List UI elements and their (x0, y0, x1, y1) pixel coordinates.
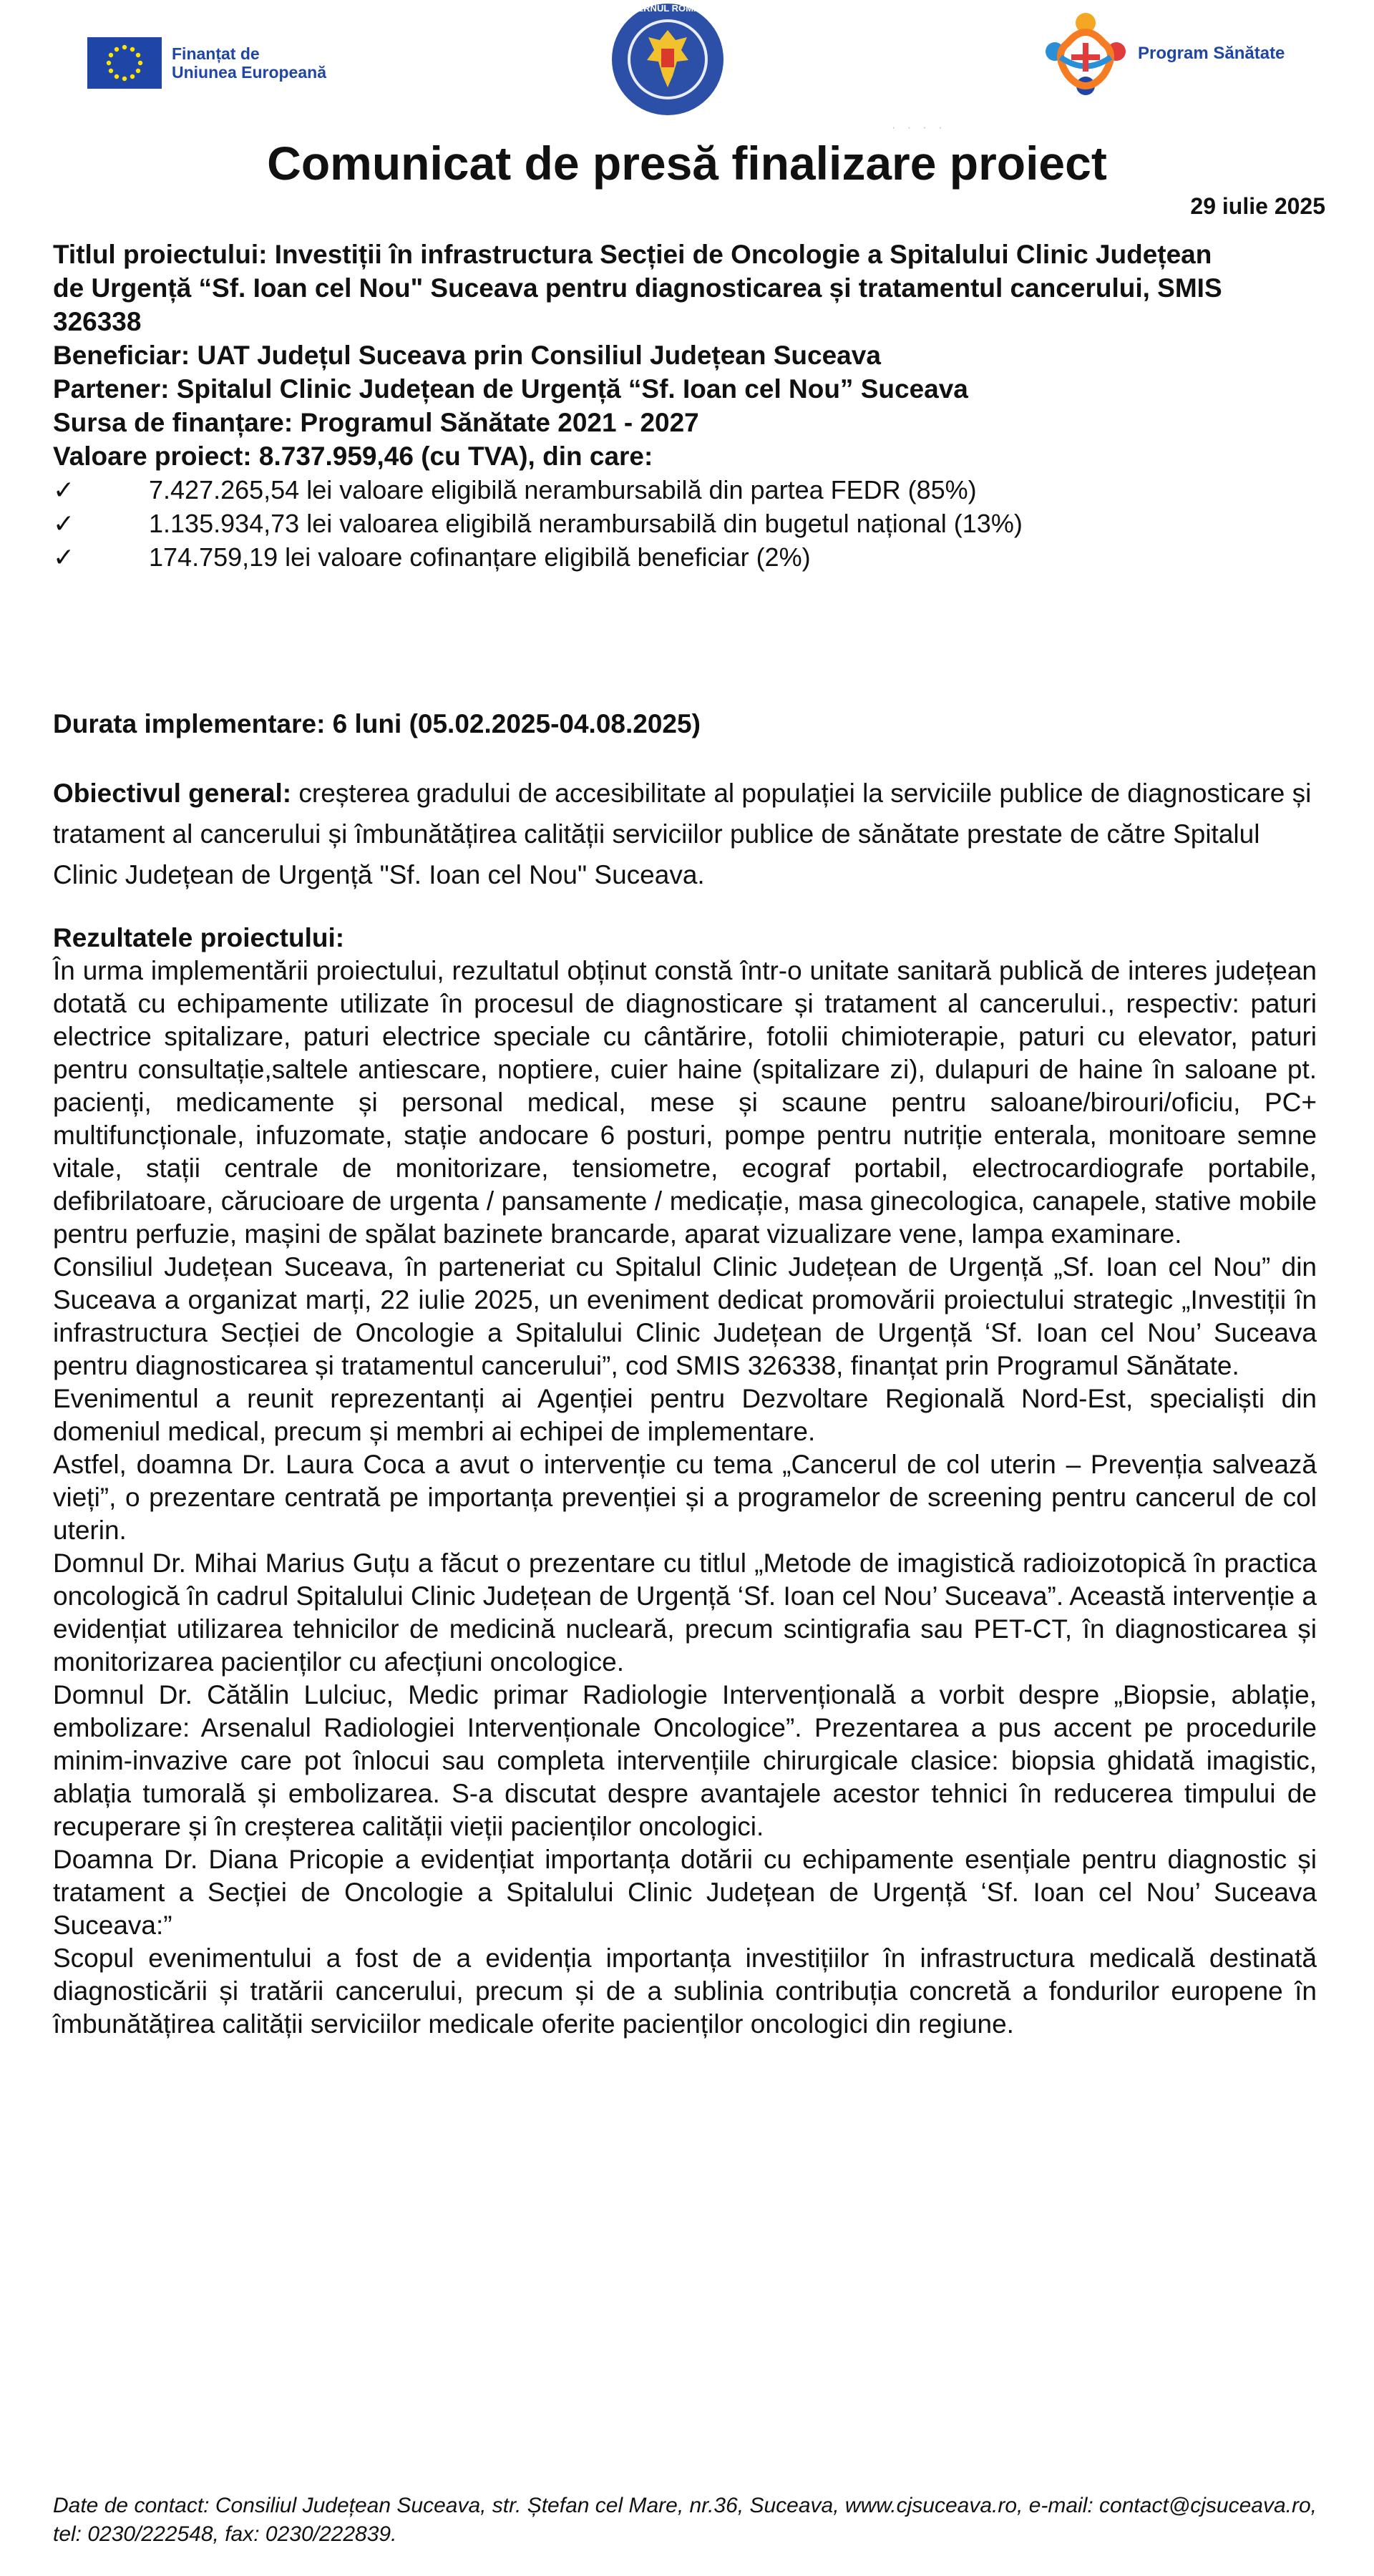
check-icon: ✓ (53, 509, 75, 538)
project-title-line: de Urgență “Sf. Ioan cel Nou" Suceava pentru diagnosticarea și tratamentul cancerului, SMIS (53, 273, 1222, 303)
list-item (53, 473, 1317, 507)
program-sanatate-logo (1039, 7, 1285, 100)
results-paragraph: Evenimentul a reunit reprezentanți ai Agenției pentru Dezvoltare Regională Nord-Est, specialiști din domeniul medical, precum și membri ai echipei de implementare. (53, 1384, 1317, 1446)
beneficiary: Beneficiar: UAT Județul Suceava prin Consiliul Județean Suceava (53, 341, 881, 370)
contact-footer: Date de contact: Consiliul Județean Suceava, str. Ștefan cel Mare, nr.36, Suceava, www.cjsuceava.ro, e-mail: contact@cjsuceava.ro, tel: 0230/222548, fax: 0230/222839. (53, 2494, 1317, 2546)
list-item (53, 507, 1317, 540)
results-paragraph: Astfel, doamna Dr. Laura Coca a avut o intervenție cu tema „Cancerul de col uterin – Prevenția salvează vieți”, o prezentare centrată pe importanța prevenției și a programelor de screening pentru cancerul de col uterin. (53, 1450, 1317, 1545)
project-title-line: 326338 (53, 307, 142, 336)
duration-section (53, 707, 1317, 741)
gov-logo-label: GUVERNUL ROMÂNIEI (617, 3, 718, 14)
results-paragraph: Consiliul Județean Suceava, în parteneriat cu Spitalul Clinic Județean de Urgență „Sf. Ioan cel Nou” din Suceava a organizat marți, 22 iulie 2025, un eveniment dedicat promovării proiectului strategic „Investiții în infrastructura Secției de Oncologie a Spitalului Clinic Județean de Urgență ‘Sf. Ioan cel Nou’ Suceava pentru diagnosticarea și tratamentul cancerului”, cod SMIS 326338, finanțat prin Programul Sănătate. (53, 1252, 1317, 1380)
objective-paragraph (53, 773, 1317, 895)
funding-list (53, 473, 1317, 574)
partner: Partener: Spitalul Clinic Județean de Urgență “Sf. Ioan cel Nou” Suceava (53, 374, 968, 404)
results-paragraph: Scopul evenimentului a fost de a evidenția importanța investițiilor în infrastructura medicală destinată diagnosticării și tratării cancerului, precum și de a sublinia contribuția concretă a fondurilor europene în îmbunătățirea calității serviciilor medicale oferite pacienților oncologici din regiune. (53, 1943, 1317, 2039)
project-title-line: Titlul proiectului: Investiții în infrastructura Secției de Oncologie a Spitalului Clinic Județean (53, 240, 1212, 269)
objective-label: Obiectivul general: (53, 779, 292, 808)
check-icon: ✓ (53, 475, 75, 504)
government-seal-logo (610, 1, 726, 117)
funding-source: Sursa de finanțare: Programul Sănătate 2021 - 2027 (53, 408, 699, 437)
decorative-dots: · · · · (892, 122, 947, 134)
funding-item-text: 1.135.934,73 lei valoarea eligibilă nerambursabilă din bugetul național (13%) (149, 509, 1023, 538)
funding-item-text: 174.759,19 lei valoare cofinanțare eligibilă beneficiar (2%) (149, 542, 811, 572)
program-logo-text: Program Sănătate (1138, 44, 1285, 63)
results-paragraph: Domnul Dr. Cătălin Lulciuc, Medic primar Radiologie Intervențională a vorbit despre „Biopsie, ablație, embolizare: Arsenalul Radiologiei Intervenționale Oncologice”. Prezentarea a pus accent pe procedurile minim-invazive care pot înlocui sau completa intervențiile chirurgicale clasice: biopsia ghidată imagistic, ablația tumorală și embolizarea. S-a discutat despre avantajele acestor tehnici în reducerea timpului de recuperare și în creșterea calității vieții pacienților oncologici. (53, 1680, 1317, 1841)
eu-logo (87, 37, 326, 89)
results-paragraph: În urma implementării proiectului, rezultatul obținut constă într-o unitate sanitară publică de interes județean dotată cu echipamente utilizate în procesul de diagnosticare și tratament al cancerului., respectiv: paturi electrice spitalizare, paturi electrice speciale cu cântărire, fotolii chimioterapie, paturi cu elevator, paturi pentru consultație,saltele antiescare, noptiere, cuier haine (spitalizare zi), dulapuri de haine în saloane pt. pacienți, medicamente și personal medical, mese și scaune pentru saloane/birouri/oficiu, PC+ multifuncționale, infuzomate, stație andocare 6 posturi, pompe pentru nutriție enterala, monitoare semne vitale, stații centrale de monitorizare, tensiometre, ecograf portabil, electrocardiografe portabile, defibrilatoare, cărucioare de urgenta / pansamente / medicație, masa ginecologica, canapele, stative mobile pentru perfuzie, mașini de spălat bazinete brancarde, aparat vizualizare vene, lampa examinare. (53, 956, 1317, 1249)
duration: Durata implementare: 6 luni (05.02.2025-04.08.2025) (53, 709, 701, 738)
objective-section (53, 773, 1317, 895)
page-title: Comunicat de presă finalizare proiect (267, 137, 1107, 190)
check-icon: ✓ (53, 542, 75, 572)
eu-logo-line1: Finanțat de (172, 44, 260, 63)
funding-item-text: 7.427.265,54 lei valoare eligibilă nerambursabilă din partea FEDR (85%) (149, 475, 977, 504)
project-info (53, 238, 1317, 574)
results-heading: Rezultatele proiectului: (53, 923, 345, 952)
results-paragraph: Domnul Dr. Mihai Marius Guțu a făcut o prezentare cu titlul „Metode de imagistică radioizotopică în practica oncologică în cadrul Spitalului Clinic Județean de Urgență ‘Sf. Ioan cel Nou’ Suceava”. Această intervenție a evidențiat utilizarea tehnicilor de medicină nucleară, precum scintigrafia sau PET-CT, în diagnosticarea și monitorizarea pacienților cu afecțiuni oncologice. (53, 1548, 1317, 1677)
list-item (53, 540, 1317, 574)
eu-logo-text (172, 44, 326, 82)
eu-logo-line2: Uniunea Europeană (172, 63, 326, 82)
results-paragraph: Doamna Dr. Diana Pricopie a evidențiat importanța dotării cu echipamente esențiale pentru diagnostic și tratament a Secției de Oncologie a Spitalului Clinic Județean de Urgență ‘Sf. Ioan cel Nou’ Suceava Suceava:” (53, 1845, 1317, 1940)
objective-text: creșterea gradului de accesibilitate al populației la serviciile publice de diagnosticare și tratament al cancerului și îmbunătățirea calității serviciilor publice de sănătate prestate de către Spitalul Clinic Județean de Urgență "Sf. Ioan cel Nou" Suceava. (53, 779, 1312, 889)
project-value: Valoare proiect: 8.737.959,46 (cu TVA), din care: (53, 441, 653, 471)
program-sanatate-icon (1039, 7, 1132, 100)
eu-flag-icon (87, 37, 162, 89)
results-section (53, 922, 1317, 2041)
press-date: 29 iulie 2025 (1190, 193, 1325, 219)
